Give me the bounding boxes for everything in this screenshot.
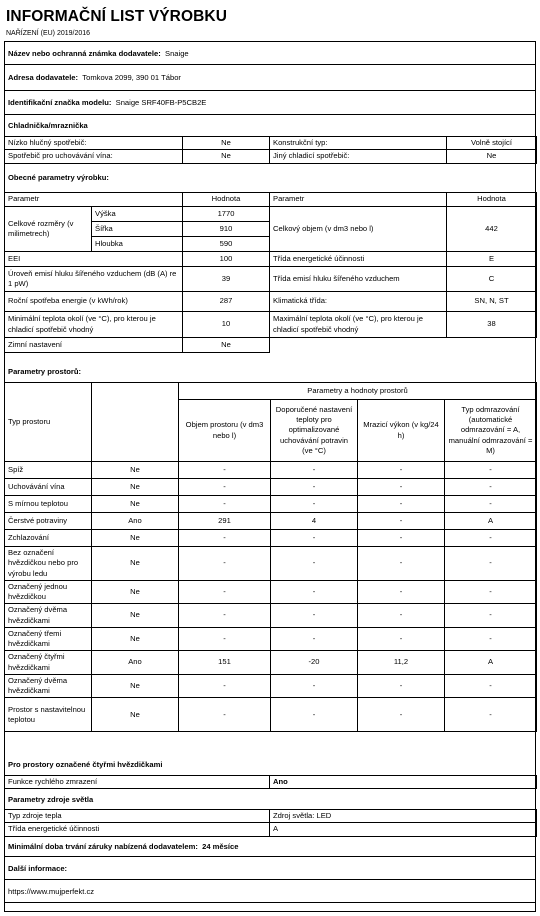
other-value: Ne [447,150,537,163]
compartment-freeze: - [358,604,445,628]
max-temp-value: 38 [447,312,537,338]
climate-label: Klimatická třída: [270,292,447,312]
compartments-table [4,382,537,732]
compartment-present: Ne [92,604,179,628]
compartment-temp: 4 [271,513,358,530]
appliance-type-heading: Chladnička/mraznička [8,121,88,130]
model-row [5,91,535,114]
light-class-label: Třída energetické účinnosti [5,823,270,836]
compartment-row [5,513,537,530]
compartment-volume: - [179,462,271,479]
min-temp-label: Minimální teplota okolí (ve °C), pro kterou je chladicí spotřebič vhodný [5,312,183,338]
compartment-freeze: - [358,530,445,547]
compartment-name: Zchlazování [5,530,92,547]
compartment-temp: - [271,580,358,604]
compartment-temp: - [271,547,358,581]
compartment-present: Ne [92,580,179,604]
compartment-present: Ne [92,698,179,732]
compartment-freeze: - [358,547,445,581]
compartment-volume: - [179,479,271,496]
compartment-present: Ne [92,496,179,513]
compartment-row [5,547,537,581]
compartment-volume: - [179,530,271,547]
col-param-header: Parametr [5,193,183,207]
compartment-freeze: - [358,674,445,698]
compartment-freeze: - [358,698,445,732]
climate-value: SN, N, ST [447,292,537,312]
compartment-defrost: - [445,462,537,479]
compartment-name: Označený čtyřmi hvězdičkami [5,651,92,675]
compartment-defrost: - [445,698,537,732]
depth-label: Hloubka [92,237,183,252]
compartment-row [5,580,537,604]
compartment-name: Označený jednou hvězdičkou [5,580,92,604]
compartment-present: Ano [92,651,179,675]
compartment-defrost: - [445,547,537,581]
compartment-volume: - [179,627,271,651]
wine-label: Spotřebič pro uchovávání vína: [5,150,183,163]
compartment-name: Uchovávání vína [5,479,92,496]
compartment-defrost: A [445,651,537,675]
compartment-temp: -20 [271,651,358,675]
dimensions-label: Celkové rozměry (v milimetrech) [5,207,92,252]
compartment-temp: - [271,674,358,698]
compartment-temp: - [271,627,358,651]
supplier-name-value: Snaige [165,48,189,58]
efficiency-class-value: E [447,252,537,267]
compartment-temp: - [271,604,358,628]
compartment-name: Spíž [5,462,92,479]
col-freeze-header: Mrazicí výkon (v kg/24 h) [358,400,445,462]
height-label: Výška [92,207,183,222]
divider [5,902,535,903]
col-param-header: Parametr [270,193,447,207]
light-table [4,809,537,837]
compartment-temp: - [271,479,358,496]
warranty-value: 24 měsíce [202,841,239,851]
compartment-volume: - [179,604,271,628]
compartment-volume: - [179,547,271,581]
compartment-defrost: - [445,674,537,698]
compartment-freeze: - [358,627,445,651]
winter-value: Ne [183,338,270,353]
compartment-row [5,530,537,547]
noise-label: Úroveň emisí hluku šířeného vzduchem (dB (A) re 1 pW) [5,267,183,292]
volume-value: 442 [447,207,537,252]
eei-value: 100 [183,252,270,267]
energy-value: 287 [183,292,270,312]
compartment-name: S mírnou teplotou [5,496,92,513]
supplier-address-value: Tomkova 2099, 390 01 Tábor [82,73,181,82]
volume-label: Celkový objem (v dm3 nebo l) [270,207,447,252]
light-heading: Parametry zdroje světla [8,794,94,804]
supplier-name-label: Název nebo ochranná známka dodavatele: [8,48,161,58]
compartment-volume: 151 [179,651,271,675]
width-value: 910 [183,222,270,237]
efficiency-class-label: Třída energetické účinnosti [270,252,447,267]
four-star-heading: Pro prostory označené čtyřmi hvězdičkami [8,759,163,769]
compartment-temp: - [271,462,358,479]
compartment-present: Ano [92,513,179,530]
height-value: 1770 [183,207,270,222]
compartment-freeze: - [358,479,445,496]
compartment-defrost: A [445,513,537,530]
compartment-values-header: Parametry a hodnoty prostorů [179,383,537,400]
compartment-volume: 291 [179,513,271,530]
compartment-freeze: - [358,513,445,530]
supplier-name-row [5,42,535,64]
four-star-table [4,775,537,789]
compartment-present: Ne [92,674,179,698]
compartment-defrost: - [445,530,537,547]
col-temp-header: Doporučené nastavení teploty pro optimalizované uchovávání potravin (ve °C) [271,400,358,462]
compartment-name: Označený dvěma hvězdičkami [5,604,92,628]
compartment-temp: - [271,530,358,547]
warranty-row [5,836,535,856]
other-label: Jiný chladicí spotřebič: [270,150,447,163]
compartment-row [5,604,537,628]
noise-class-value: C [447,267,537,292]
regulation-reference: NAŘÍZENÍ (EU) 2019/2016 [6,30,91,37]
compartment-present: Ne [92,627,179,651]
design-value: Volně stojící [447,137,537,150]
more-info-heading: Další informace: [8,863,68,873]
fast-freeze-label: Funkce rychlého zmrazení [5,776,270,789]
light-type-value: Zdroj světla: LED [270,810,537,823]
col-defrost-header: Typ odmrazování (automatické odmrazování = A, manuální odmrazování = M) [445,400,537,462]
appliance-type-table [4,136,537,164]
compartment-volume: - [179,496,271,513]
compartment-present: Ne [92,479,179,496]
noise-value: 39 [183,267,270,292]
wine-value: Ne [183,150,270,163]
compartment-defrost: - [445,604,537,628]
compartment-row [5,479,537,496]
col-volume-header: Objem prostoru (v dm3 nebo l) [179,400,271,462]
max-temp-label: Maximální teplota okolí (ve °C), pro kterou je chladicí spotřebič vhodný [270,312,447,338]
more-info-url[interactable]: https://www.mujperfekt.cz [8,886,95,896]
winter-label: Zimní nastavení [5,338,183,353]
compartment-type-header: Typ prostoru [5,383,92,462]
supplier-address-row [5,65,535,90]
low-noise-value: Ne [183,137,270,150]
general-parameters-table [4,192,537,353]
eei-label: EEI [5,252,183,267]
design-label: Konstrukční typ: [270,137,447,150]
width-label: Šířka [92,222,183,237]
compartment-row [5,627,537,651]
compartment-freeze: 11,2 [358,651,445,675]
page-title: INFORMAČNÍ LIST VÝROBKU [6,8,228,25]
compartment-defrost: - [445,496,537,513]
compartment-volume: - [179,698,271,732]
compartment-row [5,496,537,513]
general-heading: Obecné parametry výrobku: [8,172,109,182]
light-class-value: A [270,823,537,836]
supplier-address-label: Adresa dodavatele: [8,73,79,82]
col-value-header: Hodnota [447,193,537,207]
compartment-defrost: - [445,627,537,651]
compartment-present: Ne [92,547,179,581]
compartment-defrost: - [445,580,537,604]
compartment-freeze: - [358,496,445,513]
compartment-row [5,651,537,675]
compartment-name: Prostor s nastavitelnou teplotou [5,698,92,732]
compartment-volume: - [179,580,271,604]
compartment-present: Ne [92,530,179,547]
compartment-freeze: - [358,462,445,479]
noise-class-label: Třída emisí hluku šířeného vzduchem [270,267,447,292]
product-sheet [4,41,536,912]
compartment-row [5,698,537,732]
compartment-row [5,462,537,479]
compartment-name: Čerstvé potraviny [5,513,92,530]
fast-freeze-value: Ano [270,776,537,789]
compartment-name: Označený dvěma hvězdičkami [5,674,92,698]
warranty-label: Minimální doba trvání záruky nabízená dodavatelem: [8,841,198,851]
compartments-heading: Parametry prostorů: [8,366,82,376]
depth-value: 590 [183,237,270,252]
compartment-temp: - [271,496,358,513]
model-value: Snaige SRF40FB-P5CB2E [115,98,207,107]
min-temp-value: 10 [183,312,270,338]
compartment-name: Označený třemi hvězdičkami [5,627,92,651]
compartment-name: Bez označení hvězdičkou nebo pro výrobu ledu [5,547,92,581]
low-noise-label: Nízko hlučný spotřebič: [5,137,183,150]
compartment-volume: - [179,674,271,698]
light-type-label: Typ zdroje tepla [5,810,270,823]
compartment-temp: - [271,698,358,732]
energy-label: Roční spotřeba energie (v kWh/rok) [5,292,183,312]
model-label: Identifikační značka modelu: [8,98,112,107]
compartment-row [5,674,537,698]
col-value-header: Hodnota [183,193,270,207]
compartment-present: Ne [92,462,179,479]
compartment-freeze: - [358,580,445,604]
compartment-defrost: - [445,479,537,496]
